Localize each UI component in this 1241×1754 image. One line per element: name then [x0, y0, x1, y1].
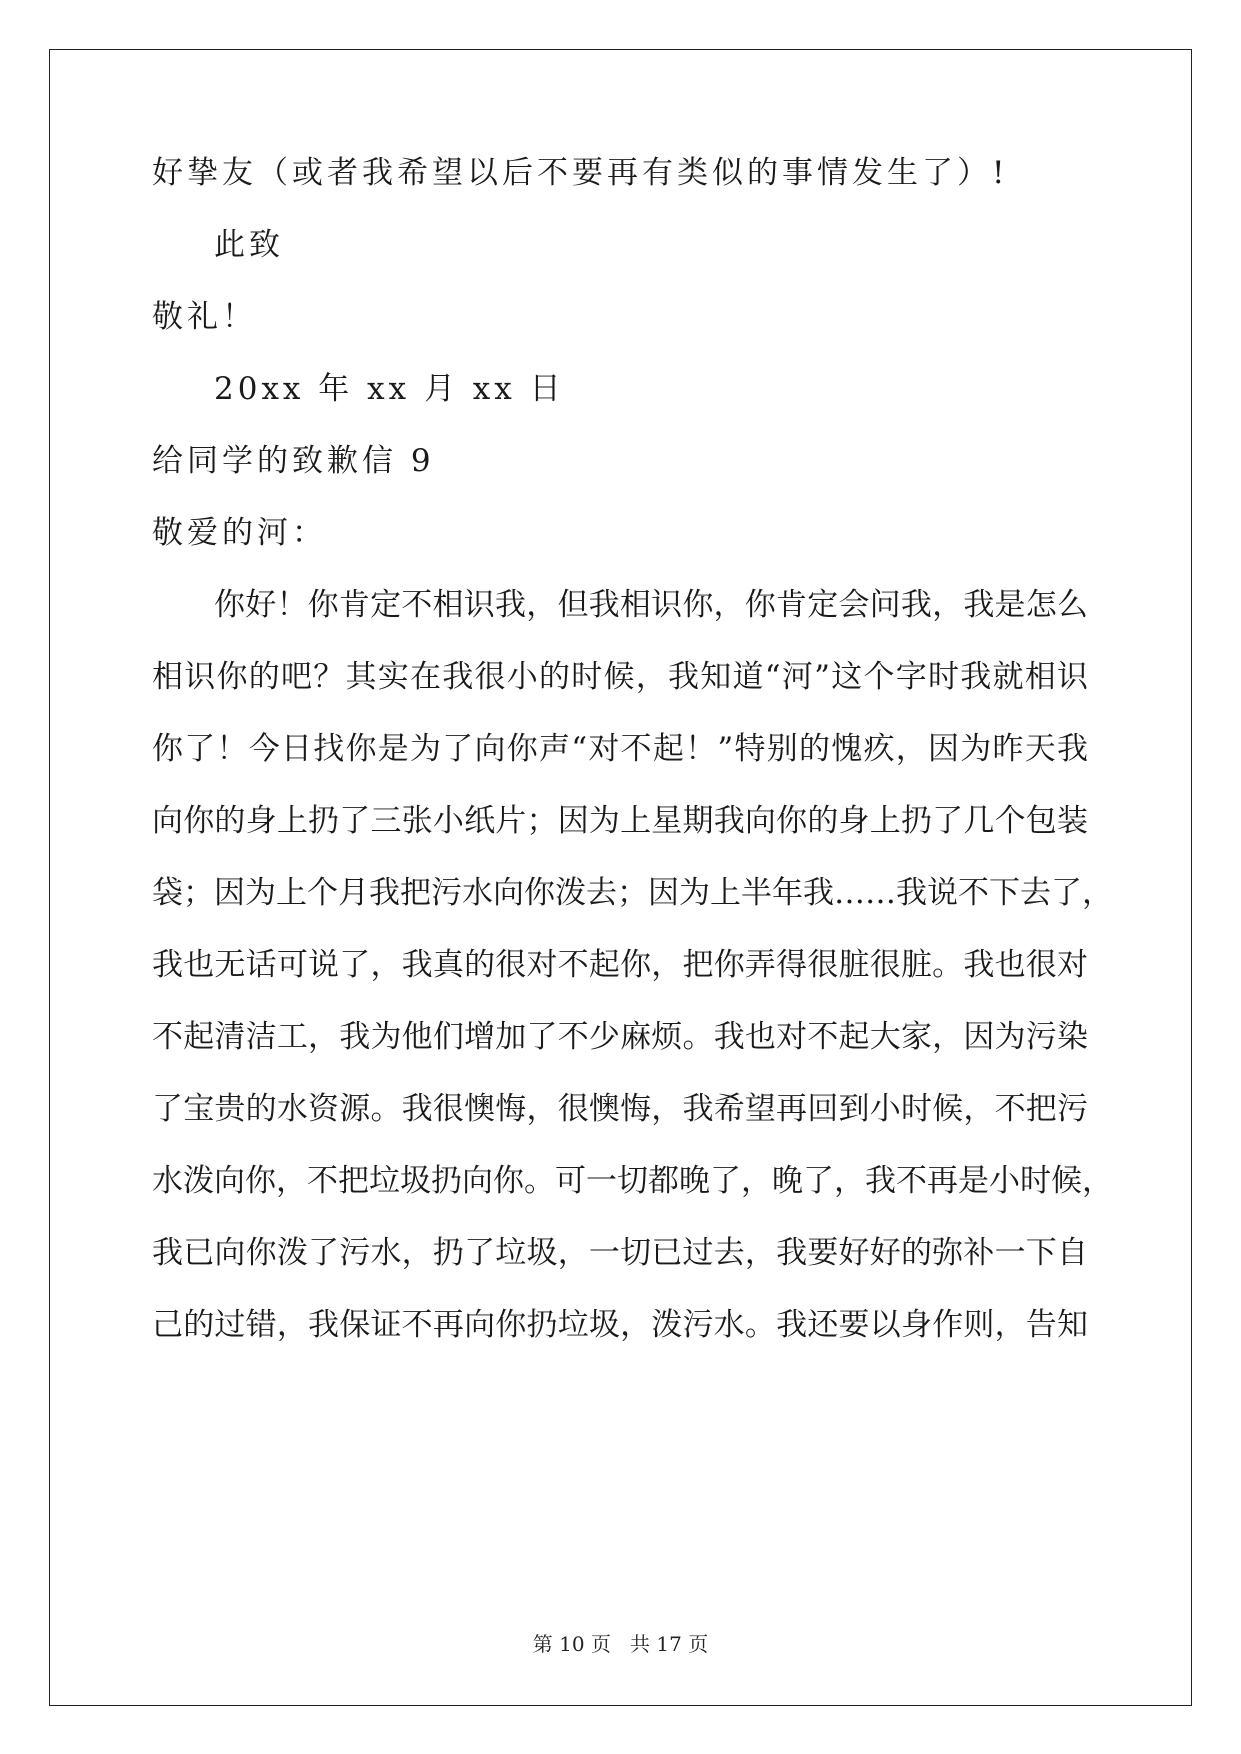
- body-line-10: 我已向你泼了污水，扔了垃圾，一切已过去，我要好好的弥补一下自: [152, 1235, 1088, 1271]
- body-line-2: 相识你的吧？其实在我很小的时候，我知道“河”这个字时我就相识: [152, 659, 1088, 695]
- body-line-6: 我也无话可说了，我真的很对不起你，把你弄得很脏很脏。我也很对: [152, 947, 1088, 983]
- body-line-11: 己的过错，我保证不再向你扔垃圾，泼污水。我还要以身作则，告知: [152, 1307, 1088, 1343]
- body-line-7: 不起清洁工，我为他们增加了不少麻烦。我也对不起大家，因为污染: [152, 1019, 1088, 1055]
- section-title: 给同学的致歉信 9: [152, 443, 435, 479]
- body-line-5: 袋；因为上个月我把污水向你泼去；因为上半年我……我说不下去了，: [152, 875, 1113, 911]
- body-line-4: 向你的身上扔了三张小纸片；因为上星期我向你的身上扔了几个包装: [152, 803, 1088, 839]
- body-line-1: 你好！你肯定不相识我，但我相识你，你肯定会问我，我是怎么: [214, 587, 1088, 623]
- text-line-1: 好挚友（或者我希望以后不要再有类似的事情发生了）!: [152, 155, 1009, 191]
- body-line-3: 你了！今日找你是为了向你声“对不起！”特别的愧疚，因为昨天我: [152, 731, 1088, 767]
- page-number-footer: 第 10 页 共 17 页: [532, 1632, 709, 1656]
- closing-respect: 敬礼！: [152, 299, 257, 335]
- closing-salutation: 此致: [214, 227, 284, 263]
- letter-date: 20xx 年 xx 月 xx 日: [214, 371, 565, 407]
- greeting: 敬爱的河：: [152, 515, 327, 551]
- body-line-9: 水泼向你，不把垃圾扔向你。可一切都晚了，晚了，我不再是小时候，: [152, 1163, 1113, 1199]
- body-line-8: 了宝贵的水资源。我很懊悔，很懊悔，我希望再回到小时候，不把污: [152, 1091, 1088, 1127]
